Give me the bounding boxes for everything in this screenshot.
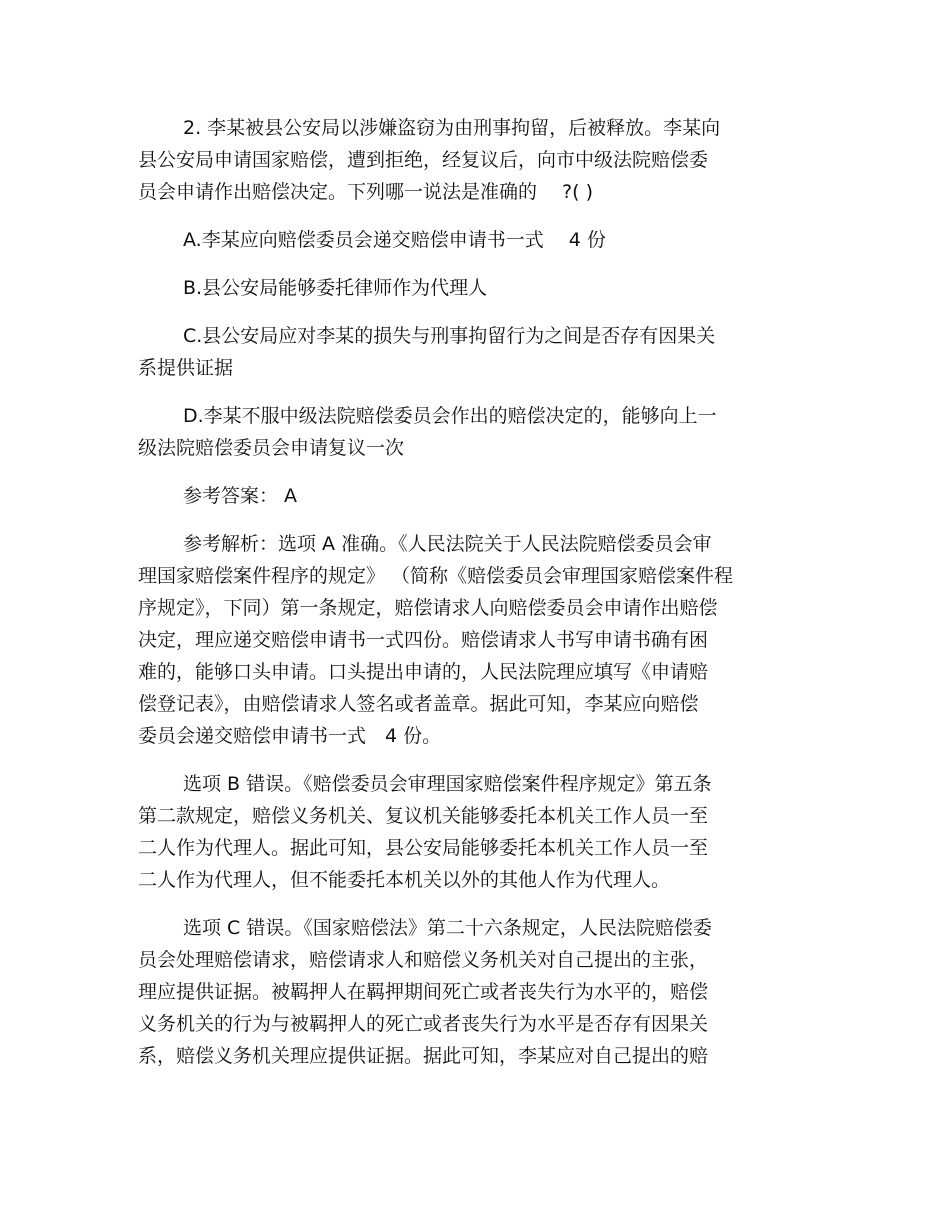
text-line: D.李某不服中级法院赔偿委员会作出的赔偿决定的，能够向上一: [183, 405, 717, 427]
text-line: 员会处理赔偿请求，赔偿请求人和赔偿义务机关对自己提出的主张，: [138, 949, 709, 971]
text-line: 级法院赔偿委员会申请复议一次: [138, 437, 405, 459]
reference-answer: [138, 480, 780, 512]
text-line: 第二款规定，赔偿义务机关、复议机关能够委托本机关工作人员一至: [138, 805, 709, 827]
question-paragraph: [138, 112, 780, 208]
text-line: 参考解析：选项 A 准确。《人民法院关于人民法院赔偿委员会审: [183, 533, 712, 555]
text-line: 县公安局申请国家赔偿，遭到拒绝，经复议后，向市中级法院赔偿委: [138, 149, 709, 171]
text-line: 参考答案： A: [183, 485, 298, 507]
analysis-option-b: [138, 768, 780, 896]
option-c: [138, 320, 780, 384]
text-line: 理国家赔偿案件程序的规定》 （简称《赔偿委员会审理国家赔偿案件程: [138, 565, 734, 587]
text-line: 选项 B 错误。《赔偿委员会审理国家赔偿案件程序规定》第五条: [183, 773, 712, 795]
text-line: 员会申请作出赔偿决定。下列哪一说法是准确的 ?( ): [138, 181, 593, 203]
text-line: 系，赔偿义务机关理应提供证据。据此可知，李某应对自己提出的赔: [138, 1045, 709, 1067]
text-line: B.县公安局能够委托律师作为代理人: [183, 277, 488, 299]
option-a: [138, 224, 780, 256]
text-line: C.县公安局应对李某的损失与刑事拘留行为之间是否存有因果关: [183, 325, 716, 347]
document-body: [138, 112, 780, 1088]
text-line: 义务机关的行为与被羁押人的死亡或者丧失行为水平是否存有因果关: [138, 1013, 709, 1035]
text-line: 二人作为代理人，但不能委托本机关以外的其他人作为代理人。: [138, 869, 671, 891]
text-line: 决定，理应递交赔偿申请书一式四份。赔偿请求人书写申请书确有困: [138, 629, 709, 651]
text-line: 2. 李某被县公安局以涉嫌盗窃为由刑事拘留，后被释放。李某向: [183, 117, 721, 139]
text-line: 二人作为代理人。据此可知，县公安局能够委托本机关工作人员一至: [138, 837, 709, 859]
text-line: 序规定》，下同）第一条规定，赔偿请求人向赔偿委员会申请作出赔偿: [138, 597, 718, 619]
analysis-option-a: [138, 528, 780, 752]
text-line: 偿登记表》，由赔偿请求人签名或者盖章。据此可知，李某应向赔偿: [138, 693, 699, 715]
option-d: [138, 400, 780, 464]
text-line: 理应提供证据。被羁押人在羁押期间死亡或者丧失行为水平的，赔偿: [138, 981, 709, 1003]
text-line: 系提供证据: [138, 357, 234, 379]
text-line: 难的，能够口头申请。口头提出申请的，人民法院理应填写《申请赔: [138, 661, 709, 683]
text-line: 委员会递交赔偿申请书一式 4 份。: [138, 725, 442, 747]
option-b: [138, 272, 780, 304]
text-line: 选项 C 错误。《国家赔偿法》第二十六条规定，人民法院赔偿委: [183, 917, 712, 939]
analysis-option-c: [138, 912, 780, 1072]
text-line: A.李某应向赔偿委员会递交赔偿申请书一式 4 份: [183, 229, 606, 251]
